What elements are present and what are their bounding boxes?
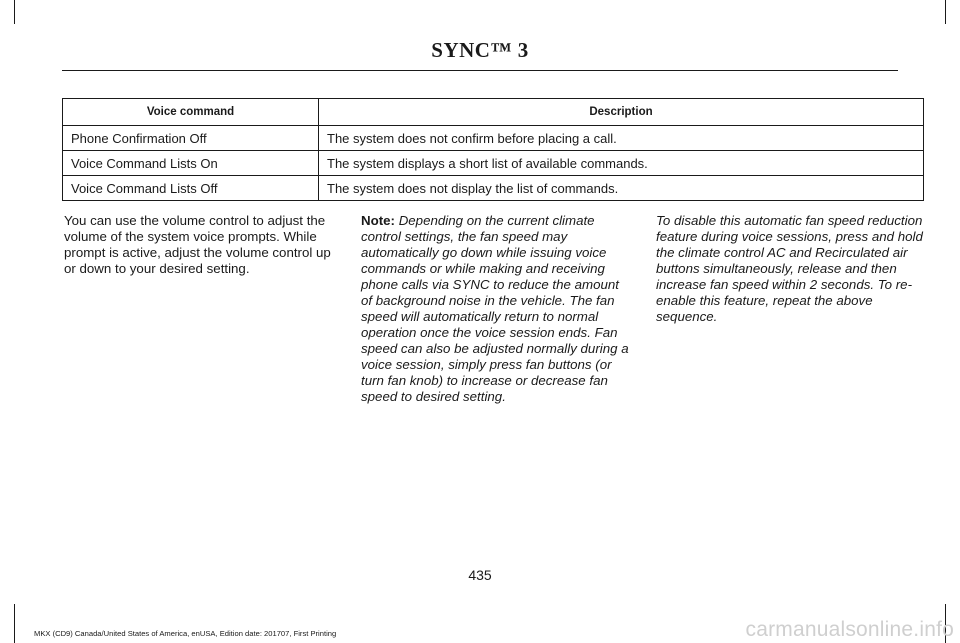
crop-mark-top-right [945,0,946,24]
note-label: Note: [361,213,395,228]
crop-mark-bottom-left [14,604,15,643]
column-header-description: Description [319,99,924,126]
table-cell-description: The system does not confirm before placing a call. [319,126,924,151]
disable-fan-reduction-paragraph: To disable this automatic fan speed reduction feature during voice sessions, press and hold the climate control AC and Recirculated air buttons simultaneously, release and then increase fan speed within 2 seconds. To re-enable this feature, repeat the above sequence. [656,213,923,324]
page-number: 435 [468,567,492,583]
table-cell-description: The system does not display the list of commands. [319,176,924,201]
note-text: Depending on the current climate control settings, the fan speed may automatically go down while issuing voice commands or while making and receiving phone calls via SYNC to reduce the amount of background noise in the vehicle. The fan speed will automatically return to normal operation once the voice session ends. Fan speed can also be adjusted normally during a voice session, simply press fan buttons (or turn fan knob) to increase or decrease fan speed to desired setting. [361,213,629,404]
table-row [63,151,924,176]
table-cell-command: Phone Confirmation Off [63,126,319,151]
table-row [63,126,924,151]
table-cell-command: Voice Command Lists On [63,151,319,176]
table-header-row [63,99,924,126]
fan-speed-note [361,213,631,405]
column-header-voice-command: Voice command [63,99,319,126]
watermark: carmanualsonline.info [745,618,954,641]
edition-footer: MKX (CD9) Canada/United States of America, enUSA, Edition date: 201707, First Printing [34,629,337,638]
page-title: SYNC™ 3 [431,38,529,62]
table-cell-description: The system displays a short list of available commands. [319,151,924,176]
crop-mark-top-left [14,0,15,24]
table-row [63,176,924,201]
table-cell-command: Voice Command Lists Off [63,176,319,201]
header-divider [62,70,898,71]
volume-control-paragraph: You can use the volume control to adjust the volume of the system voice prompts. While prompt is active, adjust the volume control up or down to your desired setting. [64,213,331,276]
voice-command-table [62,98,924,201]
